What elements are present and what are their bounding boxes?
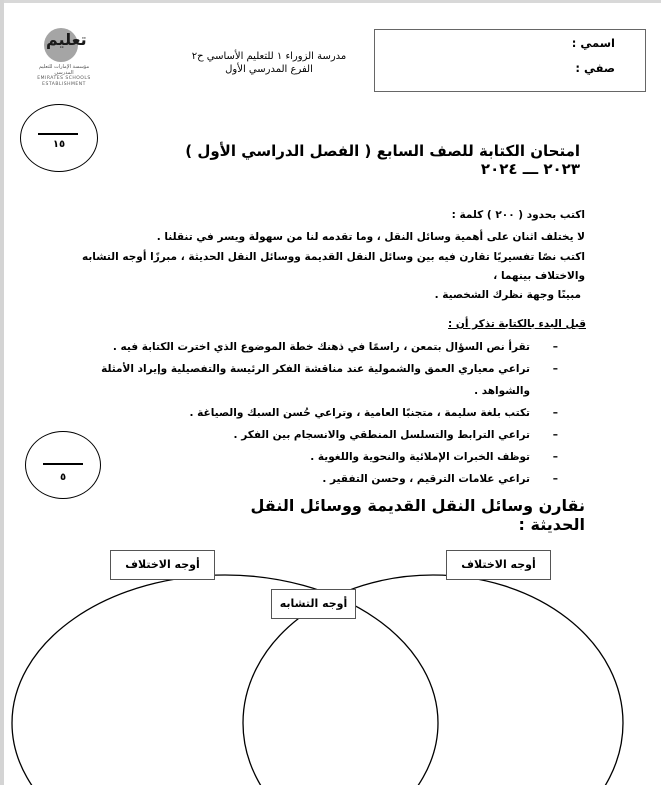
task-prompt-line2: مبينًا وجهة نظرك الشخصية . xyxy=(434,289,581,301)
reminder-item xyxy=(60,468,558,490)
section-score-oval[interactable] xyxy=(25,431,101,499)
task-intro: لا يختلف اثنان على أهمية وسائل النقل ، وما تقدمه لنا من سهولة ويسر في تنقلنا . xyxy=(156,231,585,243)
venn-left-circle xyxy=(12,575,438,785)
venn-center-label[interactable]: أوجه التشابه xyxy=(271,589,356,619)
reminder-text: تكتب بلغة سليمة ، متجنبًا العامية ، وتراعي حُسن السبك والصياغة . xyxy=(189,407,530,419)
section-score-max: ٥ xyxy=(59,472,67,483)
score-fraction-line xyxy=(43,463,83,465)
reminder-text: تراعي معياري العمق والشمولية عند مناقشة الفكر الرئيسة والتفصيلية وإيراد الأمثلة والشواهد . xyxy=(101,363,530,397)
reminder-text: تقرأ نص السؤال بتمعن ، راسمًا في ذهنك خطة الموضوع الذي اخترت الكتابة فيه . xyxy=(112,341,530,353)
page-top-edge xyxy=(0,0,661,3)
reminders-heading: قبل البدء بالكتابة تذكر أن : xyxy=(448,318,586,330)
exam-title: امتحان الكتابة للصف السابع ( الفصل الدراسي الأول ) ٢٠٢٣ ـــ ٢٠٢٤ xyxy=(185,142,580,178)
student-class-field[interactable]: صفي : xyxy=(575,61,615,75)
total-score-oval[interactable] xyxy=(20,104,98,172)
bullet-dash-icon: – xyxy=(552,363,558,375)
logo-org-english-line1: EMIRATES SCHOOLS xyxy=(37,76,91,81)
bullet-dash-icon: – xyxy=(552,341,558,353)
bullet-dash-icon: – xyxy=(552,451,558,463)
task-prompt-line1: اكتب نصًا تفسيريًا تقارن فيه بين وسائل النقل القديمة ووسائل النقل الحديثة ، مبرزًا أوجه التشابه والاختلاف بينهما ، xyxy=(81,251,585,282)
bullet-dash-icon: – xyxy=(552,473,558,485)
task-instruction: اكتب بحدود ( ٢٠٠ ) كلمة : xyxy=(451,209,585,221)
venn-left-label[interactable]: أوجه الاختلاف xyxy=(110,550,215,580)
score-fraction-line xyxy=(38,133,78,135)
reminders-section xyxy=(150,318,586,330)
school-name xyxy=(188,50,350,76)
task-body xyxy=(150,228,585,247)
venn-right-label[interactable]: أوجه الاختلاف xyxy=(446,550,551,580)
reminder-item xyxy=(60,336,558,358)
logo-org-arabic: مؤسسة الإمارات للتعليم المدرسي xyxy=(38,64,90,76)
reminder-item xyxy=(60,446,558,468)
logo-wordmark: تعليم xyxy=(46,30,87,49)
reminder-item xyxy=(60,358,558,402)
student-name-field[interactable]: اسمي : xyxy=(571,36,615,50)
reminder-item xyxy=(60,424,558,446)
logo-org-english xyxy=(36,76,92,88)
student-info-box xyxy=(374,29,646,92)
reminder-text: تراعي علامات الترقيم ، وحسن التفقير . xyxy=(322,473,530,485)
venn-svg xyxy=(0,540,661,785)
school-name-line1: مدرسة الزوراء ١ للتعليم الأساسي ح٢ xyxy=(191,51,347,62)
reminder-text: تراعي الترابط والتسلسل المنطقي والانسجام بين الفكر . xyxy=(233,429,530,441)
school-branch-line: الفرع المدرسي الأول xyxy=(225,64,313,75)
reminder-text: توظف الخبرات الإملائية والنحوية واللغوية . xyxy=(310,451,530,463)
venn-title: نقارن وسائل النقل القديمة ووسائل النقل الحديثة : xyxy=(250,496,585,534)
school-logo xyxy=(36,28,92,90)
total-score-max: ١٥ xyxy=(52,139,66,150)
bullet-dash-icon: – xyxy=(552,407,558,419)
bullet-dash-icon: – xyxy=(552,429,558,441)
task-section xyxy=(190,206,585,225)
reminders-list xyxy=(60,336,558,490)
task-prompt xyxy=(60,248,585,305)
venn-diagram xyxy=(0,540,661,785)
reminder-item xyxy=(60,402,558,424)
logo-org-english-line2: ESTABLISHMENT xyxy=(42,82,86,87)
